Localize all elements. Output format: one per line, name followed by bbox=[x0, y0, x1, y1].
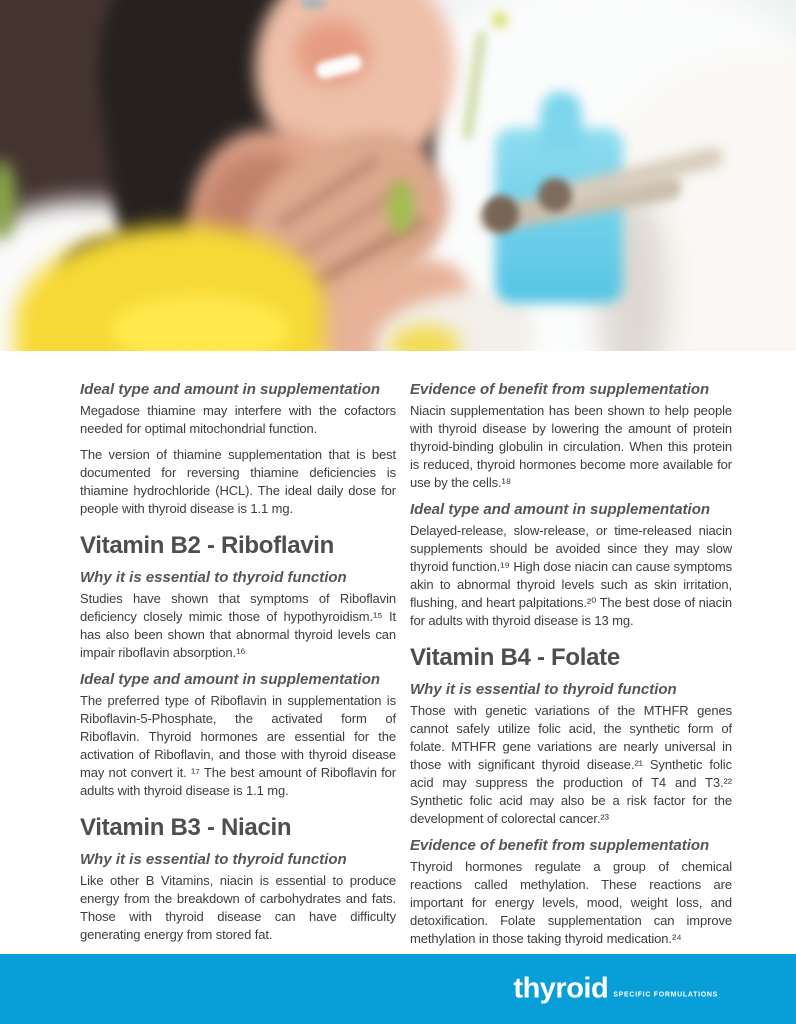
photo-leaf-mid bbox=[388, 180, 414, 235]
body-paragraph: Thyroid hormones regulate a group of chemical reactions called methylation. These reactions are important for energy levels, mood, weight loss, and detoxification. Folate supplementation can improve methylation in those taking thyroid medication.²⁴ bbox=[410, 859, 732, 946]
section-heading-vitamin-b3: Vitamin B3 - Niacin bbox=[80, 814, 292, 841]
brand-tagline: SPECIFIC FORMULATIONS bbox=[613, 991, 718, 999]
body-paragraph: Niacin supplementation has been shown to help people with thyroid disease by lowering the amount of protein thyroid-binding globulin in circulation. When this protein is reduced, thyroid hormones become more available for use by the cells.¹⁸ bbox=[410, 403, 732, 490]
subsection-heading: Why it is essential to thyroid function bbox=[410, 681, 677, 698]
photo-teal-box-top bbox=[540, 92, 582, 152]
photo-stethoscope-earpiece2 bbox=[538, 178, 572, 212]
section-heading-vitamin-b4: Vitamin B4 - Folate bbox=[410, 644, 620, 671]
photo-orchid-bud bbox=[492, 12, 508, 28]
subsection-heading: Evidence of benefit from supplementation bbox=[410, 381, 710, 398]
subsection-heading: Evidence of benefit from supplementation bbox=[410, 837, 710, 854]
footer-bar bbox=[0, 954, 796, 1024]
subsection-heading: Why it is essential to thyroid function bbox=[80, 569, 347, 586]
article-content bbox=[0, 351, 796, 956]
brand-logo bbox=[513, 972, 718, 1005]
right-column bbox=[410, 381, 732, 956]
body-paragraph: The version of thiamine supplementation that is best documented for reversing thiamine deficiencies is thiamine hydrochloride (HCL). The ideal daily dose for people with thyroid disease is 1.1 mg. bbox=[80, 447, 396, 516]
body-paragraph: Like other B Vitamins, niacin is essential to produce energy from the breakdown of carbohydrates and fats. Those with thyroid disease can have difficulty generating energy from stored fat. bbox=[80, 873, 396, 942]
brand-name: thyroid bbox=[513, 972, 609, 1005]
subsection-heading: Ideal type and amount in supplementation bbox=[80, 381, 381, 398]
body-paragraph: Studies have shown that symptoms of Riboflavin deficiency closely mimic those of hypothyroidism.¹⁵ It has also been shown that abnormal thyroid levels can impair riboflavin absorption.¹⁶ bbox=[80, 591, 396, 660]
subsection-heading: Ideal type and amount in supplementation bbox=[410, 501, 711, 518]
body-paragraph: Those with genetic variations of the MTHFR genes cannot safely utilize folic acid, the synthetic form of folate. MTHFR gene variations are nearly universal in those with significant thyroid disease.²¹ Synthetic folic acid may suppress the production of T4 and T3.²² Synthetic folic acid may also be a risk factor for the development of colorectal cancer.²³ bbox=[410, 703, 732, 826]
section-heading-vitamin-b2: Vitamin B2 - Riboflavin bbox=[80, 532, 335, 559]
body-paragraph: Megadose thiamine may interfere with the cofactors needed for optimal mitochondrial function. bbox=[80, 403, 396, 436]
body-paragraph: The preferred type of Riboflavin in supplementation is Riboflavin-5-Phosphate, the activated form of Riboflavin. Thyroid hormones are essential for the activation of Riboflavin, and those with thyroid disease may not convert it. ¹⁷ The best amount of Riboflavin for adults with thyroid disease is 1.1 mg. bbox=[80, 693, 396, 798]
photo-stethoscope-earpiece bbox=[483, 195, 519, 233]
body-paragraph: Delayed-release, slow-release, or time-released niacin supplements should be avoided since they may slow thyroid function.¹⁹ High dose niacin can cause symptoms akin to abnormal thyroid levels such as skin irritation, flushing, and heart palpitations.²⁰ The best dose of niacin for adults with thyroid disease is 13 mg. bbox=[410, 523, 732, 628]
subsection-heading: Ideal type and amount in supplementation bbox=[80, 671, 381, 688]
hero-photo bbox=[0, 0, 796, 351]
left-column bbox=[80, 381, 396, 956]
subsection-heading: Why it is essential to thyroid function bbox=[80, 851, 347, 868]
